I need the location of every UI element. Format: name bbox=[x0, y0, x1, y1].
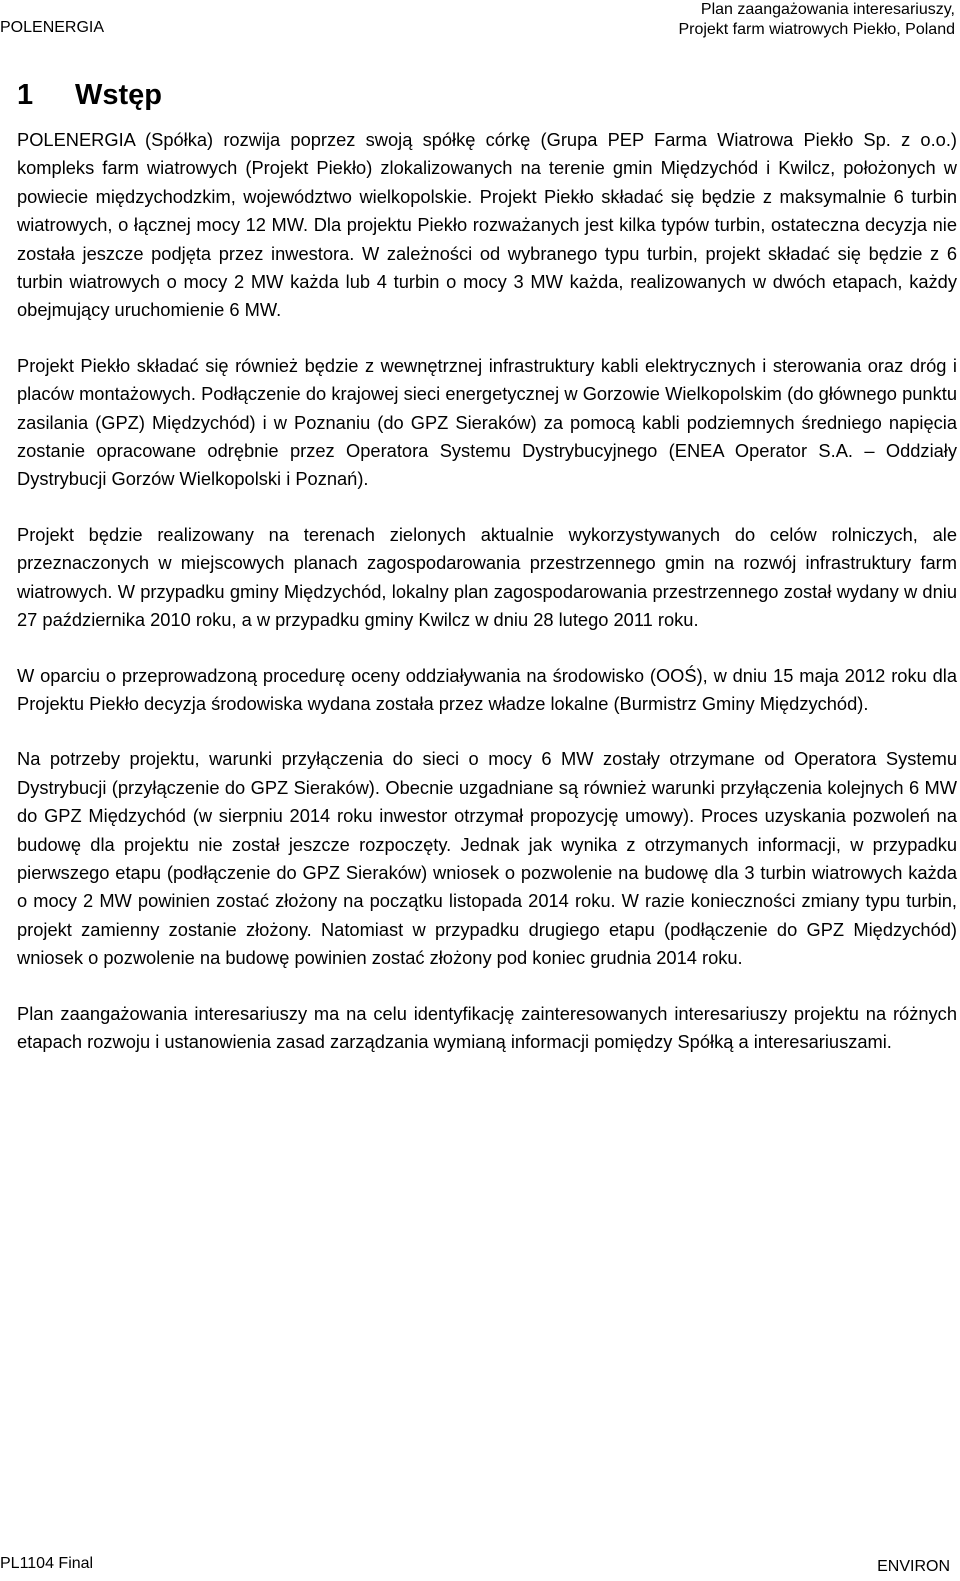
paragraph-infrastructure: Projekt Piekło składać się również będzie z wewnętrznej infrastruktury kabli elektrycznych i sterowania oraz dróg i placów montażowych. Podłączenie do krajowej sieci energetycznej w Gorzowie Wielkopolskim (do głównego punktu zasilania (GPZ) Międzychód) i w Poznaniu (do GPZ Sieraków) za pomocą kabli podziemnych średniego napięcia zostanie opracowane odrębnie przez Operatora Systemu Dystrybucyjnego (ENEA Operator S.A. – Oddziały Dystrybucji Gorzów Wielkopolski i Poznań). bbox=[17, 354, 957, 490]
header-title-line-1: Plan zaangażowania interesariuszy, bbox=[700, 1, 955, 18]
page-header bbox=[0, 0, 960, 44]
paragraph-intro: POLENERGIA (Spółka) rozwija poprzez swoją spółkę córkę (Grupa PEP Farma Wiatrowa Piekło Sp. z o.o.) kompleks farm wiatrowych (Projekt Piekło) zlokalizowanych na terenie gmin Międzychód i Kwilcz, położonych w powiecie międzychodzkim, województwo wielkopolskie. Projekt Piekło składać się będzie z maksymalnie 6 turbin wiatrowych, o łącznej mocy 12 MW. Dla projektu Piekło rozważanych jest kilka typów turbin, ostateczna decyzja nie została jeszcze podjęta przez inwestora. W zależności od wybranego typu turbin, projekt składać się będzie z 6 turbin wiatrowych o mocy 2 MW każda lub 4 turbin o mocy 3 MW każda, realizowanych w dwóch etapach, każdy obejmujący uruchomienie 6 MW. bbox=[17, 129, 957, 321]
paragraph-grid-connection: Na potrzeby projektu, warunki przyłączenia do sieci o mocy 6 MW zostały otrzymane od Operatora Systemu Dystrybucji (przyłączenie do GPZ Sieraków). Obecnie uzgadniane są również warunki przyłączenia kolejnych 6 MW do GPZ Międzychód (w sierpniu 2014 roku inwestor otrzymał propozycję umowy). Proces uzyskania pozwoleń na budowę dla projektu nie został jeszcze rozpoczęty. Jednak jak wynika z otrzymanych informacji, w przypadku pierwszego etapu (podłączenie do GPZ Sieraków) wniosek o pozwolenie na budowę dla 3 turbin wiatrowych każda o mocy 2 MW powinien zostać złożony na początku listopada 2014 roku. W razie konieczności zmiany typu turbin, projekt zamienny zostanie złożony. Natomiast w przypadku drugiego etapu (podłączenie do GPZ Międzychód) wniosek o pozwolenie na budowę powinien zostać złożony pod koniec grudnia 2014 roku. bbox=[17, 748, 957, 969]
section-number: 1 bbox=[17, 79, 34, 111]
paragraph-environmental-decision: W oparciu o przeprowadzoną procedurę oceny oddziaływania na środowisko (OOŚ), w dniu 15 maja 2012 roku dla Projektu Piekło decyzja środowiska wydana została przez władze lokalne (Burmistrz Gminy Międzychód). bbox=[17, 664, 957, 714]
footer-company: ENVIRON bbox=[877, 1558, 950, 1575]
header-title-line-2: Projekt farm wiatrowych Piekło, Poland bbox=[678, 21, 955, 38]
document-body bbox=[17, 126, 957, 1083]
section-title: Wstęp bbox=[75, 79, 162, 111]
paragraph-land-use: Projekt będzie realizowany na terenach zielonych aktualnie wykorzystywanych do celów rolniczych, ale przeznaczonych w miejscowych planach zagospodarowania przestrzennego gmin na rozwój infrastruktury farm wiatrowych. W przypadku gminy Międzychód, lokalny plan zagospodarowania przestrzennego został wydany w dniu 27 października 2010 roku, a w przypadku gminy Kwilcz w dniu 28 lutego 2011 roku. bbox=[17, 523, 957, 631]
header-document-title bbox=[678, 0, 955, 40]
paragraph-plan-purpose: Plan zaangażowania interesariuszy ma na celu identyfikację zainteresowanych interesariuszy projektu na różnych etapach rozwoju i ustanowienia zasad zarządzania wymianą informacji pomiędzy Spółką a interesariuszami. bbox=[17, 1002, 957, 1052]
footer-document-code: PL1104 Final bbox=[0, 1555, 94, 1572]
page-footer bbox=[0, 1553, 960, 1581]
section-heading bbox=[17, 75, 162, 115]
header-company: POLENERGIA bbox=[0, 19, 105, 36]
